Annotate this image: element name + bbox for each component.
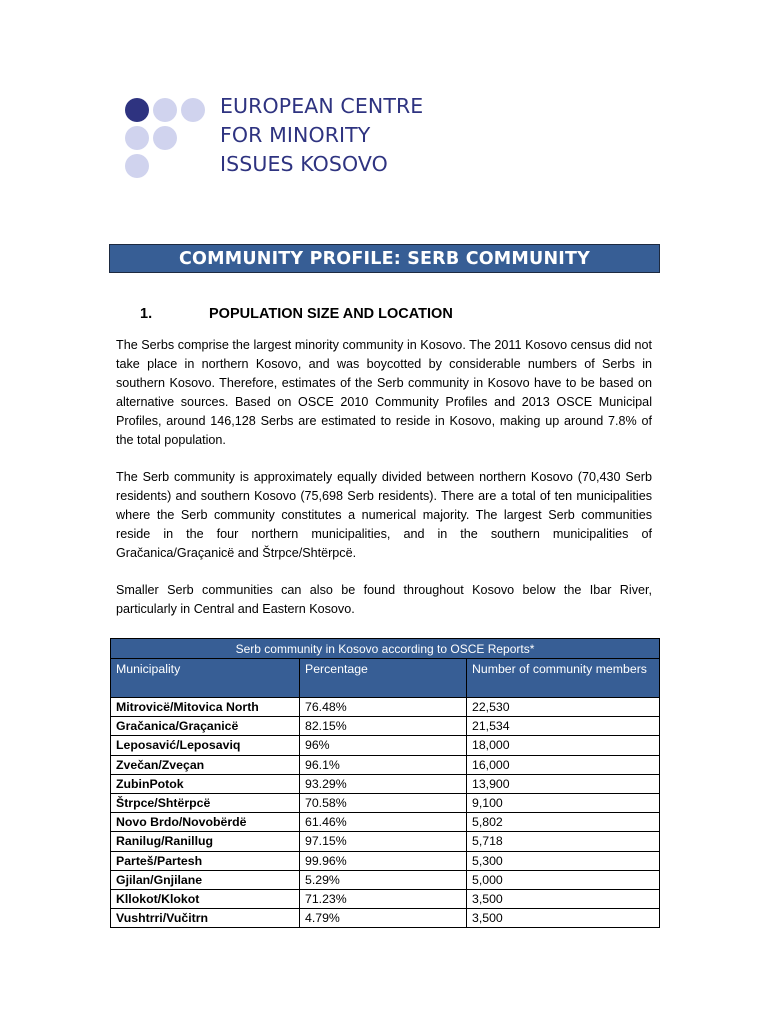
table-row xyxy=(111,793,660,812)
municipality-cell: Zvečan/Zveçan xyxy=(111,755,300,774)
municipality-cell: Novo Brdo/Novobërdë xyxy=(111,813,300,832)
municipality-cell: ZubinPotok xyxy=(111,774,300,793)
percentage-cell: 96.1% xyxy=(300,755,467,774)
table-row xyxy=(111,698,660,717)
percentage-cell: 5.29% xyxy=(300,870,467,889)
logo-line: FOR MINORITY xyxy=(220,123,371,147)
table-row xyxy=(111,755,660,774)
logo-dot xyxy=(125,154,149,178)
table-row xyxy=(111,909,660,928)
population-table xyxy=(110,638,660,928)
paragraph: Smaller Serb communities can also be found throughout Kosovo below the Ibar River, particularly in Central and Eastern Kosovo. xyxy=(116,583,652,616)
table-row xyxy=(111,832,660,851)
logo-dot xyxy=(125,126,149,150)
percentage-cell: 96% xyxy=(300,736,467,755)
ecmi-logo xyxy=(122,92,452,182)
members-cell: 9,100 xyxy=(467,793,660,812)
municipality-cell: Leposavić/Leposaviq xyxy=(111,736,300,755)
table-caption: Serb community in Kosovo according to OSCE Reports* xyxy=(111,639,660,659)
members-cell: 22,530 xyxy=(467,698,660,717)
section-heading xyxy=(140,306,453,322)
members-cell: 5,000 xyxy=(467,870,660,889)
municipality-cell: Vushtrri/Vučitrn xyxy=(111,909,300,928)
percentage-cell: 71.23% xyxy=(300,889,467,908)
logo-line: EUROPEAN CENTRE xyxy=(220,94,424,118)
members-cell: 18,000 xyxy=(467,736,660,755)
percentage-cell: 82.15% xyxy=(300,717,467,736)
table-row xyxy=(111,889,660,908)
table-row xyxy=(111,813,660,832)
municipality-cell: Parteš/Partesh xyxy=(111,851,300,870)
table-header-row xyxy=(111,659,660,698)
logo-wordmark xyxy=(220,92,423,179)
table-row xyxy=(111,870,660,889)
paragraph: The Serb community is approximately equally divided between northern Kosovo (70,430 Serb residents) and southern Kosovo (75,698 Serb residents). There are a total of ten municipalities where the Serb community constitutes a numerical majority. The largest Serb communities reside in the four northern municipalities, and in the southern municipalities of Gračanica/Graçanicë and Štrpce/Shtërpcë. xyxy=(116,470,652,560)
municipality-cell: Mitrovicë/Mitovica North xyxy=(111,698,300,717)
percentage-cell: 4.79% xyxy=(300,909,467,928)
table-row xyxy=(111,736,660,755)
header-municipality: Municipality xyxy=(111,659,300,698)
municipality-cell: Gračanica/Graçanicë xyxy=(111,717,300,736)
members-cell: 5,300 xyxy=(467,851,660,870)
members-cell: 13,900 xyxy=(467,774,660,793)
members-cell: 16,000 xyxy=(467,755,660,774)
logo-dot xyxy=(153,126,177,150)
logo-line: ISSUES KOSOVO xyxy=(220,152,388,176)
logo-dot xyxy=(181,98,205,122)
paragraph: The Serbs comprise the largest minority community in Kosovo. The 2011 Kosovo census did not take place in northern Kosovo, and was boycotted by considerable numbers of Serbs in southern Kosovo. Therefore, estimates of the Serb community in Kosovo have to be based on alternative sources. Based on OSCE 2010 Community Profiles and 2013 OSCE Municipal Profiles, around 146,128 Serbs are estimated to reside in Kosovo, making up around 7.8% of the total population. xyxy=(116,338,652,447)
section-number: 1. xyxy=(140,306,153,322)
section-title: POPULATION SIZE AND LOCATION xyxy=(209,306,453,322)
members-cell: 21,534 xyxy=(467,717,660,736)
percentage-cell: 93.29% xyxy=(300,774,467,793)
header-members: Number of community members xyxy=(467,659,660,698)
logo-dot xyxy=(153,98,177,122)
logo-dot-dark xyxy=(125,98,149,122)
header-percentage: Percentage xyxy=(300,659,467,698)
municipality-cell: Štrpce/Shtërpcë xyxy=(111,793,300,812)
municipality-cell: Kllokot/Klokot xyxy=(111,889,300,908)
percentage-cell: 76.48% xyxy=(300,698,467,717)
municipality-cell: Ranilug/Ranillug xyxy=(111,832,300,851)
table-caption-row xyxy=(111,639,660,659)
members-cell: 3,500 xyxy=(467,909,660,928)
table-row xyxy=(111,851,660,870)
percentage-cell: 99.96% xyxy=(300,851,467,870)
municipality-cell: Gjilan/Gnjilane xyxy=(111,870,300,889)
logo-dots-icon xyxy=(122,95,206,179)
percentage-cell: 97.15% xyxy=(300,832,467,851)
table-row xyxy=(111,717,660,736)
percentage-cell: 61.46% xyxy=(300,813,467,832)
members-cell: 5,802 xyxy=(467,813,660,832)
page-title-banner: COMMUNITY PROFILE: SERB COMMUNITY xyxy=(109,244,660,273)
table-row xyxy=(111,774,660,793)
percentage-cell: 70.58% xyxy=(300,793,467,812)
members-cell: 5,718 xyxy=(467,832,660,851)
members-cell: 3,500 xyxy=(467,889,660,908)
